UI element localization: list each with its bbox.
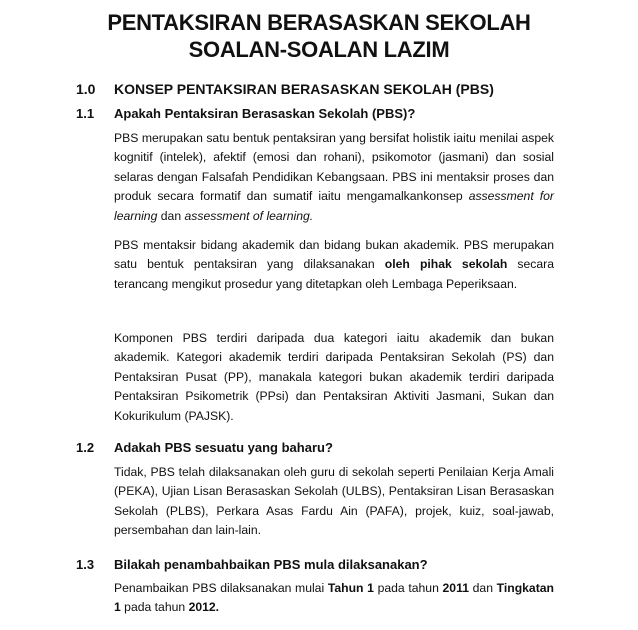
paragraph-text: Penambaikan PBS dilaksanakan mulai [114, 581, 328, 595]
bold-phrase: Tingkatan 1 [114, 581, 554, 615]
document-title-line-1: PENTAKSIRAN BERASASKAN SEKOLAH [107, 10, 531, 35]
paragraph-text: PBS mentaksir bidang akademik dan bidang bukan akademik. PBS merupakan satu bentuk pentaksiran yang dilaksanakan [114, 238, 554, 272]
paragraph-text: dan [157, 208, 185, 223]
paragraph-text: secara terancang mengikut prosedur yang ditetapkan oleh Lembaga Peperiksaan. [114, 257, 555, 291]
paragraph-text: pada tahun [373, 581, 443, 595]
italic-term-assessment-of-learning: assessment of learning. [184, 208, 314, 223]
question-number-1-2: 1.2 [76, 440, 95, 455]
answer-1-1-paragraph-1 [114, 129, 554, 226]
question-1-2: Adakah PBS sesuatu yang baharu? [114, 440, 333, 455]
answer-1-1-paragraph-2 [114, 236, 554, 294]
question-number-1-3: 1.3 [76, 557, 95, 572]
bold-phrase: Tahun 1 [327, 581, 374, 595]
question-number-1-1: 1.1 [76, 106, 95, 121]
bold-phrase: 2011 [442, 581, 469, 595]
section-heading: KONSEP PENTAKSIRAN BERASASKAN SEKOLAH (PBS) [114, 81, 494, 97]
bold-phrase: oleh pihak sekolah [384, 257, 508, 272]
question-1-3: Bilakah penambahbaikan PBS mula dilaksanakan? [114, 557, 428, 572]
italic-term-assessment-for-learning: assessment for learning [114, 189, 554, 223]
answer-1-1-paragraph-3: Komponen PBS terdiri daripada dua kategori iaitu akademik dan bukan akademik. Kategori akademik terdiri daripada Pentaksiran Sekolah (PS) dan Pentaksiran Pusat (PP), manakala kategori bukan akademik terdiri daripada Pentaksiran Psikometrik (PPsi) dan Pentaksiran Aktiviti Jasmani, Sukan dan Kokurikulum (PAJSK). [114, 331, 554, 423]
answer-1-2-paragraph: Tidak, PBS telah dilaksanakan oleh guru di sekolah seperti Penilaian Kerja Amali (PEKA), Ujian Lisan Berasaskan Sekolah (ULBS), Pentaksiran Lisan Berasaskan Sekolah (PLBS), Perkara Asas Fardu Ain (PAFA), projek, kuiz, soal-jawab, persembahan dan lain-lain. [114, 465, 554, 538]
paragraph-text: pada tahun [120, 600, 189, 615]
paragraph-text: PBS merupakan satu bentuk pentaksiran yang bersifat holistik iaitu menilai aspek kognitif (intelek), afektif (emosi dan rohani), psikomotor (jasmani) dan sosial selaras dengan Falsafah Pendidikan Kebangsaan. PBS ini mentaksir proses dan produk secara formatif dan sumatif iaitu mengamalkankonsep [114, 131, 554, 204]
question-1-1: Apakah Pentaksiran Berasaskan Sekolah (PBS)? [114, 106, 416, 121]
paragraph-text: dan [468, 581, 497, 595]
bold-phrase: 2012. [188, 600, 220, 615]
answer-1-3-paragraph [114, 579, 554, 618]
document-title-line-2: SOALAN-SOALAN LAZIM [188, 37, 450, 62]
section-number: 1.0 [76, 81, 96, 97]
